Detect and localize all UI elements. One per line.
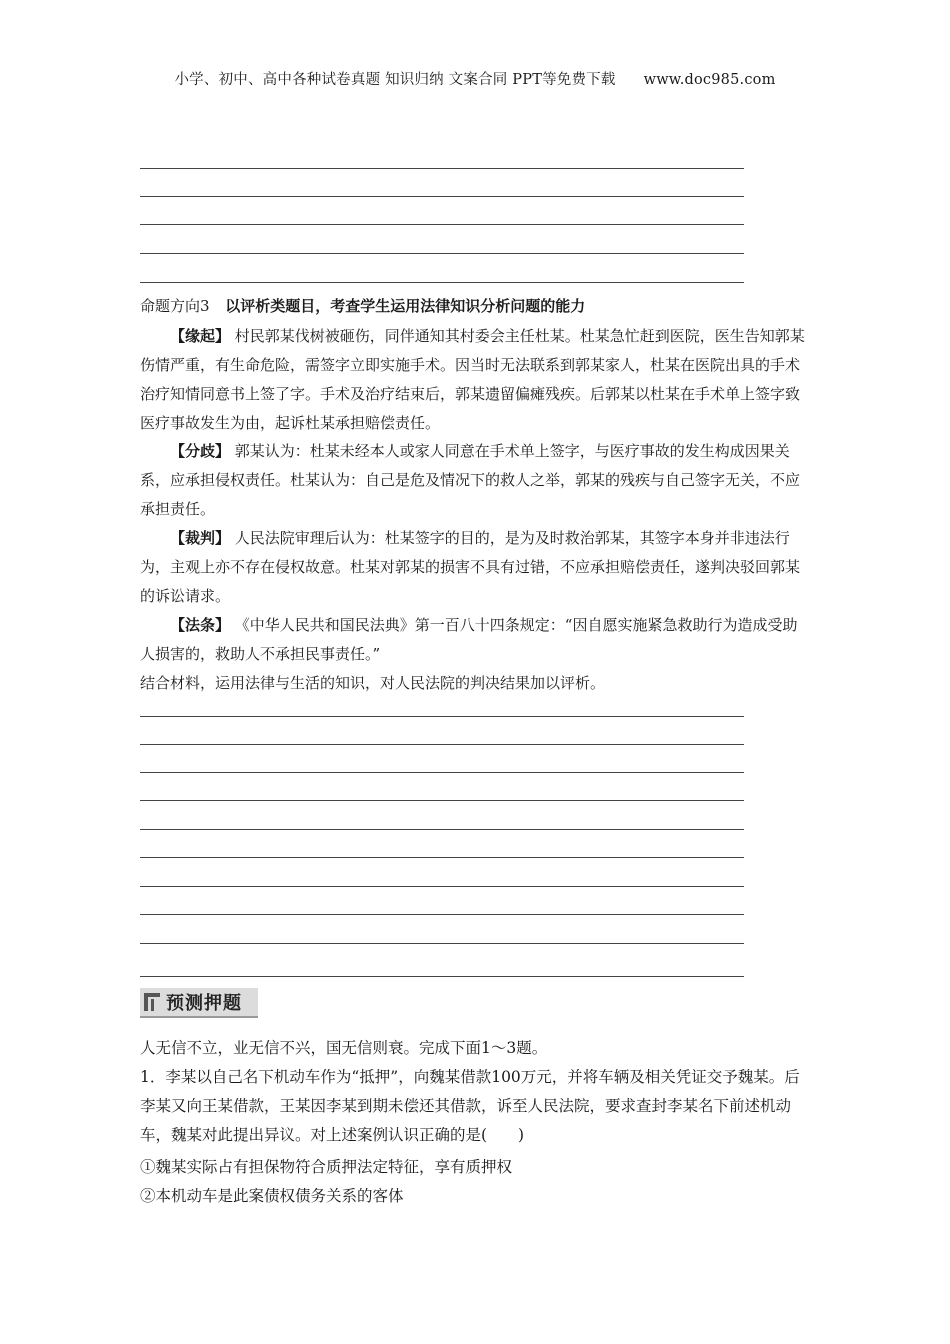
answer-line — [140, 168, 744, 169]
answer-line — [140, 716, 744, 717]
dispute-text: 郭某认为：杜某未经本人或家人同意在手术单上签字，与医疗事故的发生构成因果关系，应承担侵权责任。杜某认为：自己是危及情况下的救人之举，郭某的残疾与自己签字无关，不应承担责任。 — [140, 442, 801, 518]
answer-line — [140, 829, 744, 830]
answer-line — [140, 886, 744, 887]
origin-tag: 【缘起】 — [170, 327, 231, 345]
origin-paragraph — [140, 322, 812, 438]
answer-line — [140, 800, 744, 801]
question-prompt: 结合材料，运用法律与生活的知识，对人民法院的判决结果加以评析。 — [140, 674, 606, 692]
section-title: 预测押题 — [166, 993, 242, 1014]
section-banner — [140, 988, 258, 1018]
answer-line — [140, 943, 744, 944]
question-1-stem: 1．李某以自己名下机动车作为“抵押”，向魏某借款100万元，并将车辆及相关凭证交予魏某。后李某又向王某借款，王某因李某到期未偿还其借款，诉至人民法院，要求查封李某名下前述机动车，魏某对此提出异议。对上述案例认识正确的是( ) — [140, 1068, 800, 1144]
section-marker-icon — [144, 993, 160, 1011]
intro-text: 人无信不立，业无信不兴，国无信则衰。完成下面1～3题。 — [140, 1039, 548, 1057]
origin-text: 村民郭某伐树被砸伤，同伴通知其村委会主任杜某。杜某急忙赶到医院，医生告知郭某伤情严重，有生命危险，需签字立即实施手术。因当时无法联系到郭某家人，杜某在医院出具的手术治疗知情同意书上签了字。手术及治疗结束后，郭某遗留偏瘫残疾。后郭某以杜某在手术单上签字致医疗事故发生为由，起诉杜某承担赔偿责任。 — [140, 327, 805, 432]
page-header — [0, 68, 950, 89]
law-tag: 【法条】 — [170, 616, 231, 634]
dispute-paragraph — [140, 437, 812, 524]
law-text: 《中华人民共和国民法典》第一百八十四条规定：“因自愿实施紧急救助行为造成受助人损害的，救助人不承担民事责任。” — [140, 616, 798, 663]
dispute-tag: 【分歧】 — [170, 442, 231, 460]
answer-line — [140, 196, 744, 197]
direction-title: 以评析类题目，考查学生运用法律知识分析问题的能力 — [225, 297, 586, 315]
header-text: 小学、初中、高中各种试卷真题 知识归纳 文案合同 PPT等免费下载 — [174, 72, 616, 88]
answer-line — [140, 976, 744, 977]
ruling-tag: 【裁判】 — [170, 529, 231, 547]
answer-line — [140, 914, 744, 915]
answer-line — [140, 744, 744, 745]
answer-line — [140, 224, 744, 225]
direction-heading — [140, 292, 585, 321]
ruling-text: 人民法院审理后认为：杜某签字的目的，是为及时救治郭某，其签字本身并非违法行为，主观上亦不存在侵权故意。杜某对郭某的损害不具有过错，不应承担赔偿责任，遂判决驳回郭某的诉讼请求。 — [140, 529, 801, 605]
question-1-option-1: ①魏某实际占有担保物符合质押法定特征，享有质押权 — [140, 1158, 513, 1176]
question-1-option-2: ②本机动车是此案债权债务关系的客体 — [140, 1187, 404, 1205]
ruling-paragraph — [140, 524, 812, 611]
answer-line — [140, 253, 744, 254]
header-site: www.doc985.com — [643, 72, 776, 88]
law-paragraph — [140, 611, 812, 669]
answer-line — [140, 857, 744, 858]
answer-line — [140, 282, 744, 283]
answer-line — [140, 772, 744, 773]
direction-label: 命题方向3 — [140, 297, 210, 315]
